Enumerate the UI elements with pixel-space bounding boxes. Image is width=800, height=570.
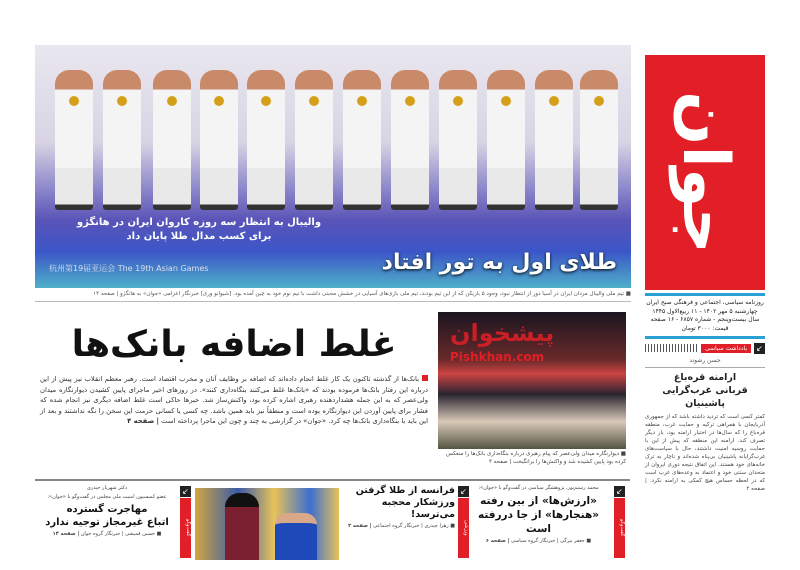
kicker: عضو کمیسیون امنیت ملی مجلس در گفت‌وگو با «جوان»:	[47, 494, 167, 500]
title-line: مهاجرت گسترده	[66, 504, 148, 515]
page-ref: | صفحه ۳	[348, 523, 372, 529]
player-figure	[103, 70, 141, 210]
divider	[35, 479, 630, 481]
story-sports	[343, 485, 455, 569]
title-line: ارامنه قره‌باغ	[673, 372, 737, 383]
info-line: روزنامه سیاسی، اجتماعی و فرهنگی صبح ایران	[646, 299, 764, 306]
byline-text: ■ حسین قمیشی | خبرنگار گروه جوان	[80, 531, 162, 537]
main-headline: غلط اضافه بانک‌ها	[71, 324, 397, 365]
title-line: فرانسه از طلا گرفتن	[355, 485, 455, 496]
story-migration	[38, 485, 176, 569]
title-line: «هنجارها» از جا دررفته است	[477, 509, 600, 535]
arrow-icon: ↙	[754, 343, 765, 354]
player-figure	[200, 70, 238, 210]
watermark-logo: پیشخوان	[450, 319, 555, 347]
page-ref: | صفحه ۴	[127, 417, 159, 425]
byline	[466, 538, 611, 545]
section-tag: ↙ گفت‌وگو	[180, 498, 191, 558]
title-line: می‌ترسد!	[410, 509, 455, 520]
title-line: ورزشکار محجبه	[381, 497, 455, 508]
column-author: حسن رشوند	[645, 357, 765, 368]
title-line: قربانی غرب‌گرایی پاشینیان	[662, 385, 748, 409]
player-figure	[247, 70, 285, 210]
byline-text: ■ زهرا چیذری | خبرنگار گروه اجتماعی	[373, 523, 455, 529]
masthead-info	[645, 293, 765, 339]
byline-text: ■ جعفر بیرگی | خبرنگار گروه سیاسی	[510, 538, 592, 544]
photo-headline: طلای اول به تور افتاد	[381, 250, 617, 275]
asian-games-logo: 杭州第19届亚运会 The 19th Asian Games	[49, 264, 209, 273]
story-interview	[466, 485, 611, 569]
story-text: بانک‌ها از گذشته تاکنون یک کار غلط انجام داده‌اند که اضافه بر وظایف آنان و مخرب اقتصاد است. رهبر معظم انقلاب نیز پیش از این درباره این رفتار بانک‌ها فرموده بودند که «بانک‌ها غلط می‌کنند بنگاه‌داری کنند». در روزهای اخیر ماجرای پایین کشیدن دیوارنگاره میدان ولی‌عصر که به این جمله هشداردهنده رهبری اشاره کرده بود، واکنش‌ساز شد. خبرها حاکی است غلط اضافه دیگری نیز انجام شده که فشار برای پایین آوردن این دیوارنگاره بوده است و منطقاً نیز باید همین باشد. چه کسی یا کسانی حرمت این سخن را نگه نداشتند و بعد از این باید با بنگاه‌داری بانک‌ها چه کرد. «جوان» در گزارشی به چند و چون این ماجرا پرداخته است	[40, 375, 428, 425]
photo-caption: ■ تیم ملی والیبال مردان ایران در آسیا دور از انتظار نبود، وجود ۵ بازیکن که از این تیم بودند، تیم ملی بازی‌های آسیایی در خشش محبتی داشت با تیم نوم خود به چین آمده بود. [شیوانو وری] خبرنگار اعزامی «جوان» به هانگژو | صفحه ۱۴	[35, 289, 631, 302]
player-figure	[535, 70, 573, 210]
photo-subtitle	[49, 216, 349, 244]
section-tag: ↙ گفت‌وگو	[614, 498, 625, 558]
athlete-photo	[195, 488, 339, 560]
athlete-figure	[225, 493, 259, 560]
mural-caption: ■ دیوارنگاره میدان ولی‌عصر که پیام رهبری درباره بنگاه‌داری بانک‌ها را منعکس کرده بود پایین کشیده شد و واکنش‌ها را برانگیخت | صفحه ۴	[446, 451, 626, 465]
kicker: دکتر شهریار حیدری	[86, 485, 128, 491]
section-tag: ↙ ورزشی	[458, 498, 469, 558]
story-headline	[466, 494, 611, 536]
watermark-url: Pishkhan.com	[450, 350, 545, 364]
hero-photo	[35, 45, 631, 288]
column-title	[645, 371, 765, 410]
byline	[38, 531, 176, 538]
player-figure	[55, 70, 93, 210]
kicker: محمد رستم‌پور، پژوهشگر سیاسی در گفت‌وگو با «جوان»:	[478, 485, 599, 491]
column-tag	[645, 342, 765, 354]
main-story-body	[40, 374, 428, 427]
page-ref: | صفحه ۶	[485, 538, 510, 544]
story-headline	[38, 503, 176, 529]
player-figure	[487, 70, 525, 210]
column-label: یادداشت سیاسی	[701, 344, 751, 353]
info-line: قیمت: ۳۰۰۰ تومان	[681, 324, 729, 332]
info-line: سال بیست‌وپنجم - شماره ۶۸۵۷ - ۱۶ صفحه	[650, 316, 760, 323]
subtitle-line: برای کسب مدال طلا پایان داد	[126, 231, 272, 242]
main-story	[40, 322, 428, 476]
player-figure	[153, 70, 191, 210]
player-figure	[295, 70, 333, 210]
newspaper-logo: جوان	[645, 55, 765, 290]
page-ref: | صفحه ۱۴	[52, 531, 80, 537]
bullet-icon	[422, 375, 428, 381]
player-figure	[439, 70, 477, 210]
player-figure	[391, 70, 429, 210]
player-figure	[343, 70, 381, 210]
player-figure	[580, 70, 618, 210]
title-line: اتباع غیرمجاز توجیه ندارد	[45, 517, 169, 528]
byline	[343, 523, 455, 530]
info-line: چهارشنبه ۵ مهر ۱۴۰۲ - ۱۱ ربیع‌الاول ۱۴۴۵	[652, 307, 758, 315]
column-body: کمتر کسی است که تردید داشته باشد که از جمهوری آذربایجان با همراهی ترکیه و حمایت غرب، منطقه قره‌باغ را که سال‌ها در اختیار ارامنه بود، بار دیگر تصرف کند. ارامنه این منطقه که پیش از این با حمایت روسیه امنیت داشتند، حال با سیاست‌های غرب‌گرایانه پاشینیان بی‌پناه شده‌اند و ناچار به ترک خانه‌های خود هستند. این اتفاق نتیجه دوری ایروان از متحدان سنتی خود و اعتماد به وعده‌های غرب است که در لحظه حساس هیچ کمکی به ارامنه نکرد. | صفحه ۲	[645, 414, 765, 492]
right-column	[645, 293, 765, 569]
subtitle-line: والیبال به انتظار سه روزه کاروان ایران در هانگژو	[76, 217, 322, 228]
athlete-figure	[275, 513, 317, 560]
title-line: «ارزش‌ها» از بین رفته	[480, 495, 597, 507]
decorative-bars	[645, 344, 698, 352]
story-headline	[343, 485, 455, 521]
